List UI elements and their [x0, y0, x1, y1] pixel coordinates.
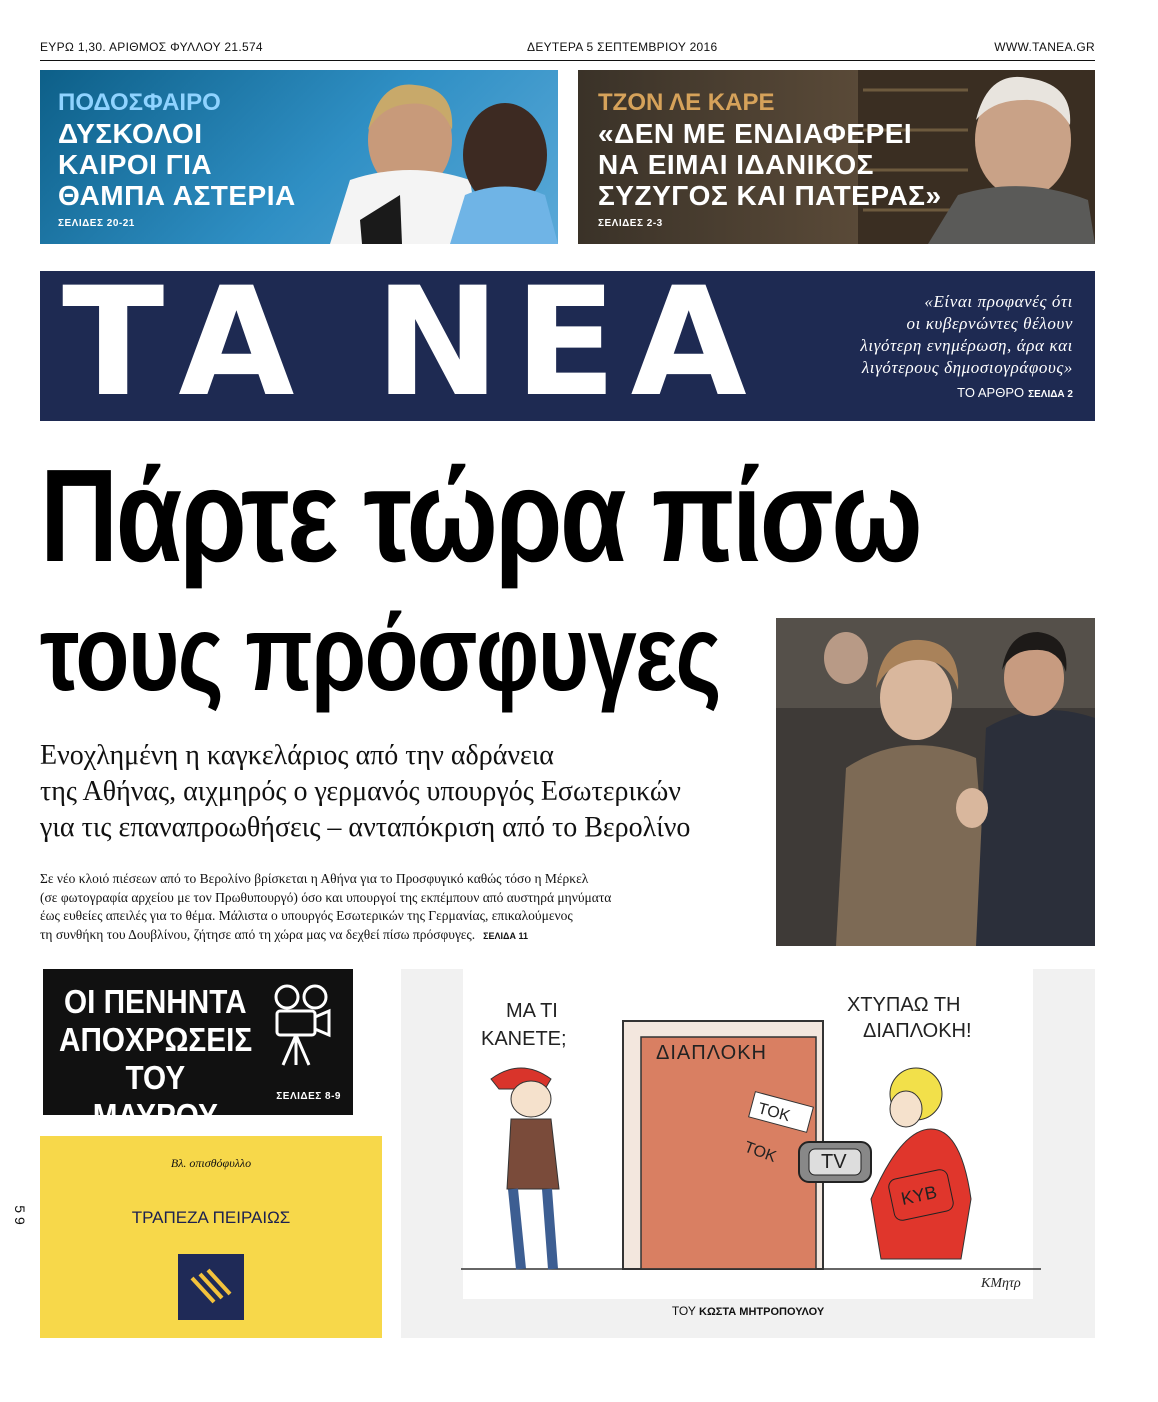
quote-line: λιγότερους δημοσιογράφους» [861, 358, 1073, 377]
main-headline-line-1[interactable]: Πάρτε τώρα πίσω [40, 442, 921, 589]
teaser-headline-line: «ΔΕΝ ΜΕ ΕΝΔΙΑΦΕΡΕΙ [598, 118, 913, 149]
ad-note: Βλ. οπισθόφυλλο [170, 1156, 252, 1170]
teaser-le-carre[interactable] [578, 70, 1095, 244]
cartoon-bag-label: ΚΥΒ [899, 1181, 939, 1209]
top-rule [40, 60, 1095, 61]
promo-title-line: ΑΠΟΧΡΩΣΕΙΣ [59, 1021, 253, 1058]
body-line: (σε φωτογραφία αρχείου με τον Πρωθυπουργό) όσο και υπουργοί της εκπέμπουν από αυστηρά μηνύματα [40, 889, 612, 905]
film-camera-icon [267, 979, 339, 1069]
promo-title-line: ΟΙ ΠΕΝΗΝΤΑ [63, 983, 247, 1020]
side-code-digit: 5 [12, 1205, 28, 1214]
cartoon-credit [401, 1304, 1095, 1318]
deck-line: για τις επαναπροωθήσεις – ανταπόκριση από το Βερολίνο [40, 812, 691, 843]
lead-page-ref[interactable]: ΣΕΛΙΔΑ 11 [483, 930, 529, 941]
deck-line: της Αθήνας, αιχμηρός ο γερμανός υπουργός Εσωτερικών [40, 776, 681, 807]
issue-date: ΔΕΥΤΕΡΑ 5 ΣΕΠΤΕΜΒΡΙΟΥ 2016 [527, 40, 718, 54]
side-code [9, 1205, 31, 1225]
lead-body [40, 870, 800, 945]
cartoon-door-label: ΔΙΑΠΛΟΚΗ [656, 1042, 767, 1064]
promo-fifty-shades[interactable] [43, 969, 353, 1134]
price-issue: ΕΥΡΩ 1,30. ΑΡΙΘΜΟΣ ΦΥΛΛΟΥ 21.574 [40, 40, 263, 54]
cartoon-speech-left: ΜΑ ΤΙ [506, 1000, 558, 1022]
quote-source-page: ΣΕΛΙΔΑ 2 [1028, 389, 1073, 400]
cartoon-speech-left: ΚΑΝΕΤΕ; [481, 1028, 567, 1050]
promo-pages: ΣΕΛΙΔΕΣ 8-9 [276, 1091, 341, 1102]
teaser-headline-line: ΘΑΜΠΑ ΑΣΤΕΡΙΑ [58, 180, 296, 211]
cartoon-sound-1: ΤΟΚ [755, 1100, 792, 1126]
masthead [40, 256, 1095, 430]
quote-line: «Είναι προφανές ότι [924, 292, 1073, 311]
teaser-headline [598, 118, 942, 211]
bank-logo-mark [178, 1254, 244, 1320]
quote-source[interactable] [957, 385, 1073, 400]
ad-bank-name: ΤΡΑΠΕΖΑ ΠΕΙΡΑΙΩΣ [131, 1208, 291, 1227]
website-link[interactable]: WWW.TANEA.GR [994, 40, 1095, 54]
cartoon-sound-2: ΤΟΚ [741, 1138, 779, 1166]
promo-title [59, 983, 252, 1135]
teaser-headline-line: ΝΑ ΕΙΜΑΙ ΙΔΑΝΙΚΟΣ [598, 149, 874, 180]
teaser-headline [58, 118, 296, 211]
teaser-headline-line: ΣΥΖΥΓΟΣ ΚΑΙ ΠΑΤΕΡΑΣ» [598, 180, 942, 211]
credit-name: ΚΩΣΤΑ ΜΗΤΡΟΠΟΥΛΟΥ [699, 1306, 825, 1318]
body-line: έως ευθείες απειλές για το θέμα. Μάλιστα ο υπουργός Εσωτερικών της Γερμανίας, επικαλούμενος [40, 908, 573, 923]
cartoon-speech-right: ΧΤΥΠΑΩ ΤΗ [847, 994, 961, 1016]
side-code-digit: 9 [12, 1216, 28, 1225]
cartoon-tv-label: TV [821, 1151, 847, 1173]
quote-line: οι κυβερνώντες θέλουν [906, 314, 1073, 333]
lead-deck [40, 738, 800, 846]
teaser-headline-line: ΚΑΙΡΟΙ ΓΙΑ [58, 149, 213, 180]
teaser-pages: ΣΕΛΙΔΕΣ 20-21 [58, 218, 135, 229]
cartoon-signature: ΚΜητρ [981, 1276, 1021, 1291]
teaser-kicker: ΤΖΟΝ ΛΕ ΚΑΡΕ [598, 89, 775, 116]
bank-logo-icon [178, 1254, 244, 1320]
editorial-cartoon[interactable] [401, 969, 1095, 1338]
masthead-quote [763, 291, 1073, 379]
cartoon-drawing [401, 969, 1095, 1299]
quote-line: λιγότερη ενημέρωση, άρα και [860, 336, 1073, 355]
teaser-pages: ΣΕΛΙΔΕΣ 2-3 [598, 218, 663, 229]
teaser-kicker: ΠΟΔΟΣΦΑΙΡΟ [58, 89, 221, 116]
cartoon-speech-right: ΔΙΑΠΛΟΚΗ! [863, 1020, 972, 1042]
teaser-football[interactable] [40, 70, 558, 244]
piraeus-bank-ad[interactable] [40, 1136, 382, 1338]
deck-line: Ενοχλημένη η καγκελάριος από την αδράνεια [40, 740, 554, 771]
newspaper-logo[interactable]: ΤΑ ΝΕΑ [62, 256, 761, 430]
quote-source-label: ΤΟ ΑΡΘΡΟ [957, 385, 1025, 400]
footballers-photo [290, 70, 558, 244]
main-headline-line-2[interactable]: τους πρόσφυγες [40, 592, 720, 713]
top-info-bar [40, 36, 1095, 58]
promo-title-line: ΤΟΥ ΜΑΥΡΟΥ [92, 1059, 218, 1134]
teaser-headline-line: ΔΥΣΚΟΛΟΙ [58, 118, 203, 149]
body-line: τη συνθήκη του Δουβλίνου, ζήτησε από τη χώρα μας να δεχθεί πίσω πρόσφυγες. [40, 926, 476, 942]
body-line: Σε νέο κλοιό πιέσεων από το Βερολίνο βρίσκεται η Αθήνα για το Προσφυγικό καθώς τόσο η Μέρκελ [40, 871, 589, 886]
credit-prefix: ΤΟΥ [671, 1304, 696, 1318]
